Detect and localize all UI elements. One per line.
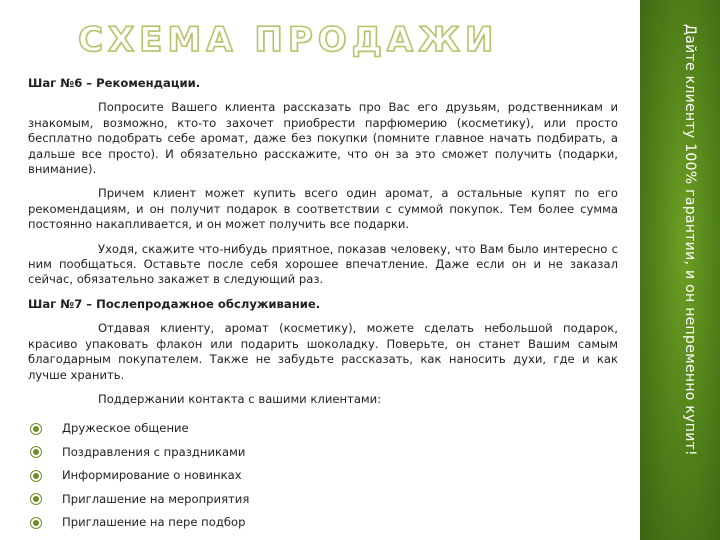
bullet-icon <box>30 470 43 483</box>
slide-content <box>28 76 618 535</box>
list-item-label: Приглашение на пере подбор <box>62 515 246 530</box>
bullet-icon <box>30 446 43 459</box>
list-item <box>28 511 618 535</box>
step-6-heading: Шаг №6 – Рекомендации. <box>28 76 201 90</box>
step-7-heading: Шаг №7 – Послепродажное обслуживание. <box>28 296 321 311</box>
list-item-label: Поздравления с праздниками <box>62 444 246 459</box>
step-7-paragraph: Отдавая клиенту, аромат (косметику), можете сделать небольшой подарок, красиво упаковать флакон или подарить шоколадку. Поверьте, он станет Вашим самым благодарным покупателем. Также не забудьте рассказать, как наносить духи, где и как лучше хранить. <box>28 321 618 382</box>
bullet-icon <box>30 517 43 530</box>
bullet-icon <box>30 493 43 506</box>
bullet-icon <box>30 423 43 436</box>
contact-list <box>28 417 618 535</box>
contact-intro: Поддержании контакта с вашими клиентами: <box>98 391 382 406</box>
list-item <box>28 488 618 512</box>
green-sidebar <box>640 0 720 540</box>
list-item <box>28 417 618 441</box>
list-item <box>28 441 618 465</box>
list-item-label: Дружеское общение <box>62 421 189 436</box>
step-6-paragraph-3: Уходя, скажите что-нибудь приятное, показав человеку, что Вам было интересно с ним пообщаться. Оставьте после себя хорошее впечатление. Даже если он и не заказал сейчас, обязательно закажет в следующий раз. <box>28 241 618 287</box>
page-title: СХЕМА ПРОДАЖИ <box>78 20 499 60</box>
list-item <box>28 464 618 488</box>
step-6-paragraph-1: Попросите Вашего клиента рассказать про Вас его друзьям, родственникам и знакомым, возможно, кто-то захочет приобрести парфюмерию (косметику), или просто бесплатно подобрать себе аромат, даже без покупки (помните главное начать подбирать, а дальше все просто). И обязательно расскажите, что он за это сможет получить (подарки, внимание). <box>28 100 618 177</box>
list-item-label: Информирование о новинках <box>62 468 242 483</box>
step-6-paragraph-2: Причем клиент может купить всего один аромат, а остальные купят по его рекомендациям, и он получит подарок в соответствии с суммой покупок. Тем более сумма постоянно накапливается, и он может получить все подарки. <box>28 186 618 232</box>
list-item-label: Приглашение на мероприятия <box>62 491 250 506</box>
sidebar-slogan: Дайте клиенту 100% гарантии, и он непременно купит! <box>682 24 698 456</box>
